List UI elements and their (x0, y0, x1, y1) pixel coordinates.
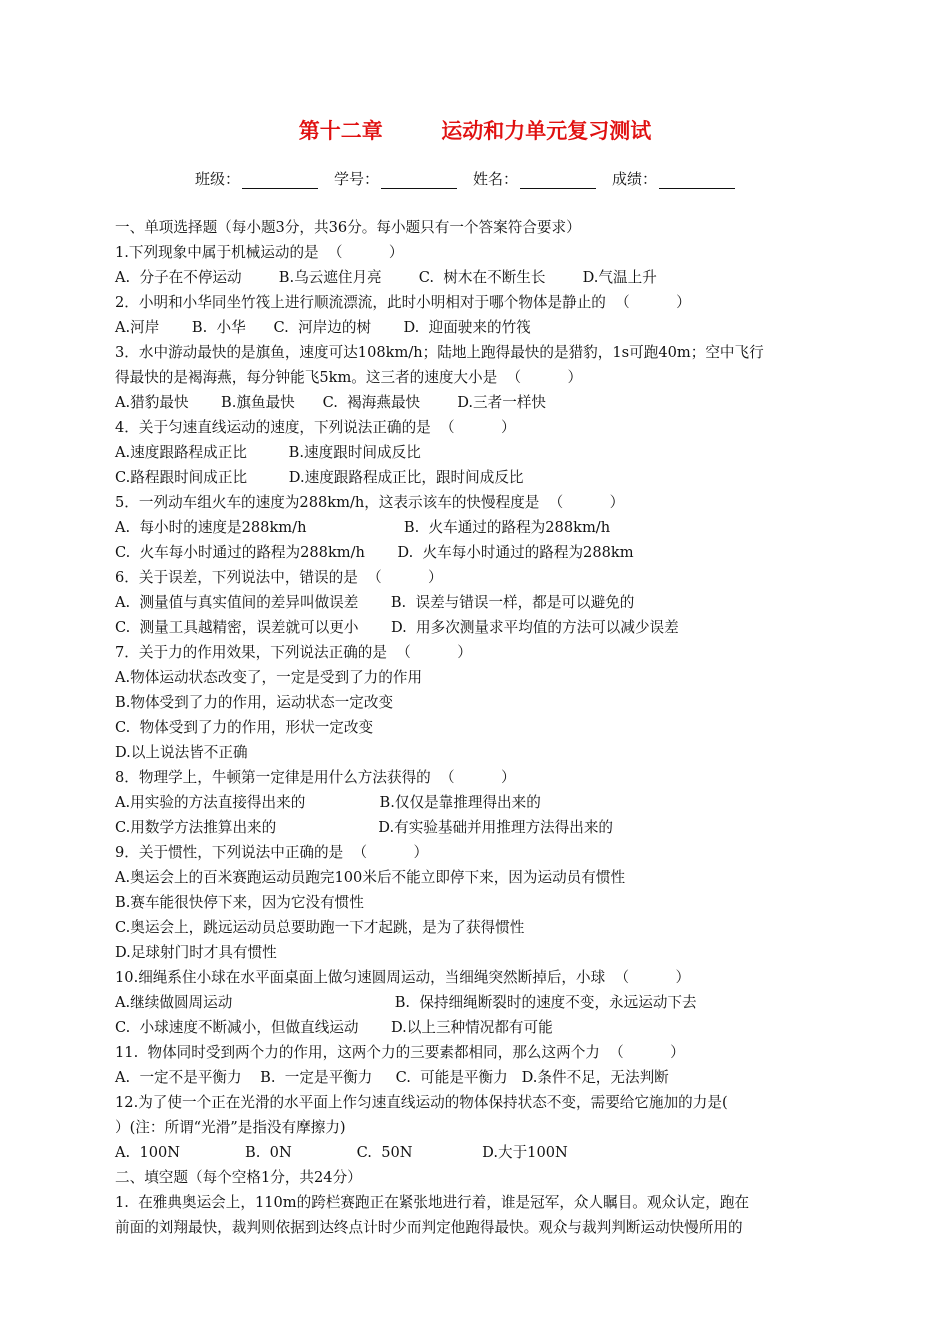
question-4-options-ab: A.速度跟路程成正比 B.速度跟时间成反比 (115, 444, 421, 461)
question-2: 2．小明和小华同坐竹筏上进行顺流漂流，此时小明相对于哪个物体是静止的 （ ） (115, 294, 691, 311)
student-id-blank[interactable] (381, 172, 457, 189)
question-4: 4．关于匀速直线运动的速度，下列说法正确的是 （ ） (115, 419, 516, 436)
question-8-options-ab: A.用实验的方法直接得出来的 B.仅仅是靠推理得出来的 (115, 794, 541, 811)
question-1: 1.下列现象中属于机械运动的是 （ ） (115, 244, 404, 261)
question-6-options-cd: C. 测量工具越精密，误差就可以更小 D. 用多次测量求平均值的方法可以减少误差 (115, 619, 679, 636)
name-field (473, 168, 596, 189)
question-9-option-b: B.赛车能很快停下来，因为它没有惯性 (115, 894, 364, 911)
question-6: 6．关于误差，下列说法中，错误的是 （ ） (115, 569, 443, 586)
section-heading-choice: 一、单项选择题（每小题3分，共36分。每小题只有一个答案符合要求） (115, 219, 581, 236)
question-8: 8．物理学上，牛顿第一定律是用什么方法获得的 （ ） (115, 769, 516, 786)
class-blank[interactable] (242, 172, 318, 189)
question-7-option-b: B.物体受到了力的作用，运动状态一定改变 (115, 694, 394, 711)
question-12-options: A. 100N B. 0N C. 50N D.大于100N (115, 1144, 568, 1161)
score-blank[interactable] (659, 172, 735, 189)
fill-question-1-line-1: 1. 在雅典奥运会上，110m的跨栏赛跑正在紧张地进行着，谁是冠军，众人瞩目。观众认定，跑在 (115, 1194, 750, 1211)
question-6-options-ab: A. 测量值与真实值间的差异叫做误差 B. 误差与错误一样，都是可以避免的 (115, 594, 635, 611)
class-field (195, 168, 318, 189)
question-7-option-c: C. 物体受到了力的作用，形状一定改变 (115, 719, 374, 736)
score-label: 成绩： (612, 170, 658, 188)
student-id-field (334, 168, 457, 189)
question-3-line-1: 3．水中游动最快的是旗鱼，速度可达108km/h；陆地上跑得最快的是猎豹，1s可跑40m；空中飞行 (115, 344, 764, 361)
question-11: 11. 物体同时受到两个力的作用，这两个力的三要素都相同，那么这两个力 （ ） (115, 1044, 685, 1061)
question-5-options-ab: A. 每小时的速度是288km/h B. 火车通过的路程为288km/h (115, 519, 611, 536)
question-2-options: A.河岸 B. 小华 C. 河岸边的树 D. 迎面驶来的竹筏 (115, 319, 531, 336)
name-label: 姓名： (473, 170, 519, 188)
question-3-line-2: 得最快的是褐海燕，每分钟能飞5km。这三者的速度大小是 （ ） (115, 369, 583, 386)
fill-question-1-line-2: 前面的刘翔最快，裁判则依据到达终点计时少而判定他跑得最快。观众与裁判判断运动快慢所用的 (115, 1219, 743, 1236)
question-5-options-cd: C. 火车每小时通过的路程为288km/h D. 火车每小时通过的路程为288km (115, 544, 634, 561)
score-field (612, 168, 735, 189)
exam-content (115, 215, 837, 1240)
name-blank[interactable] (520, 172, 596, 189)
question-12-line-1: 12.为了使一个正在光滑的水平面上作匀速直线运动的物体保持状态不变，需要给它施加的力是( (115, 1094, 728, 1111)
page-title: 第十二章 运动和力单元复习测试 (298, 119, 652, 143)
student-id-label: 学号： (334, 170, 380, 188)
question-12-line-2: ）(注：所谓“光滑”是指没有摩擦力) (115, 1119, 346, 1136)
question-9-option-d: D.足球射门时才具有惯性 (115, 944, 277, 961)
question-7: 7．关于力的作用效果，下列说法正确的是 （ ） (115, 644, 472, 661)
question-8-options-cd: C.用数学方法推算出来的 D.有实验基础并用推理方法得出来的 (115, 819, 614, 836)
question-9-option-c: C.奥运会上，跳远运动员总要助跑一下才起跳，是为了获得惯性 (115, 919, 525, 936)
question-1-options: A. 分子在不停运动 B.乌云遮住月亮 C. 树木在不断生长 D.气温上升 (115, 269, 657, 286)
question-10: 10.细绳系住小球在水平面桌面上做匀速圆周运动，当细绳突然断掉后，小球 （ ） (115, 969, 691, 986)
question-9: 9．关于惯性，下列说法中正确的是 （ ） (115, 844, 429, 861)
student-info-row (195, 168, 815, 189)
question-10-options-cd: C. 小球速度不断减小，但做直线运动 D.以上三种情况都有可能 (115, 1019, 553, 1036)
section-heading-fill: 二、填空题（每个空格1分，共24分） (115, 1169, 362, 1186)
class-label: 班级： (195, 170, 241, 188)
question-4-options-cd: C.路程跟时间成正比 D.速度跟路程成正比，跟时间成反比 (115, 469, 524, 486)
question-7-option-d: D.以上说法皆不正确 (115, 744, 248, 761)
question-11-options: A. 一定不是平衡力 B. 一定是平衡力 C. 可能是平衡力 D.条件不足，无法判断 (115, 1069, 669, 1086)
question-9-option-a: A.奥运会上的百米赛跑运动员跑完100米后不能立即停下来，因为运动员有惯性 (115, 869, 626, 886)
question-5: 5．一列动车组火车的速度为288km/h，这表示该车的快慢程度是 （ ） (115, 494, 625, 511)
question-3-options: A.猎豹最快 B.旗鱼最快 C. 褐海燕最快 D.三者一样快 (115, 394, 547, 411)
question-10-options-ab: A.继续做圆周运动 B. 保持细绳断裂时的速度不变，永远运动下去 (115, 994, 697, 1011)
question-7-option-a: A.物体运动状态改变了，一定是受到了力的作用 (115, 669, 423, 686)
